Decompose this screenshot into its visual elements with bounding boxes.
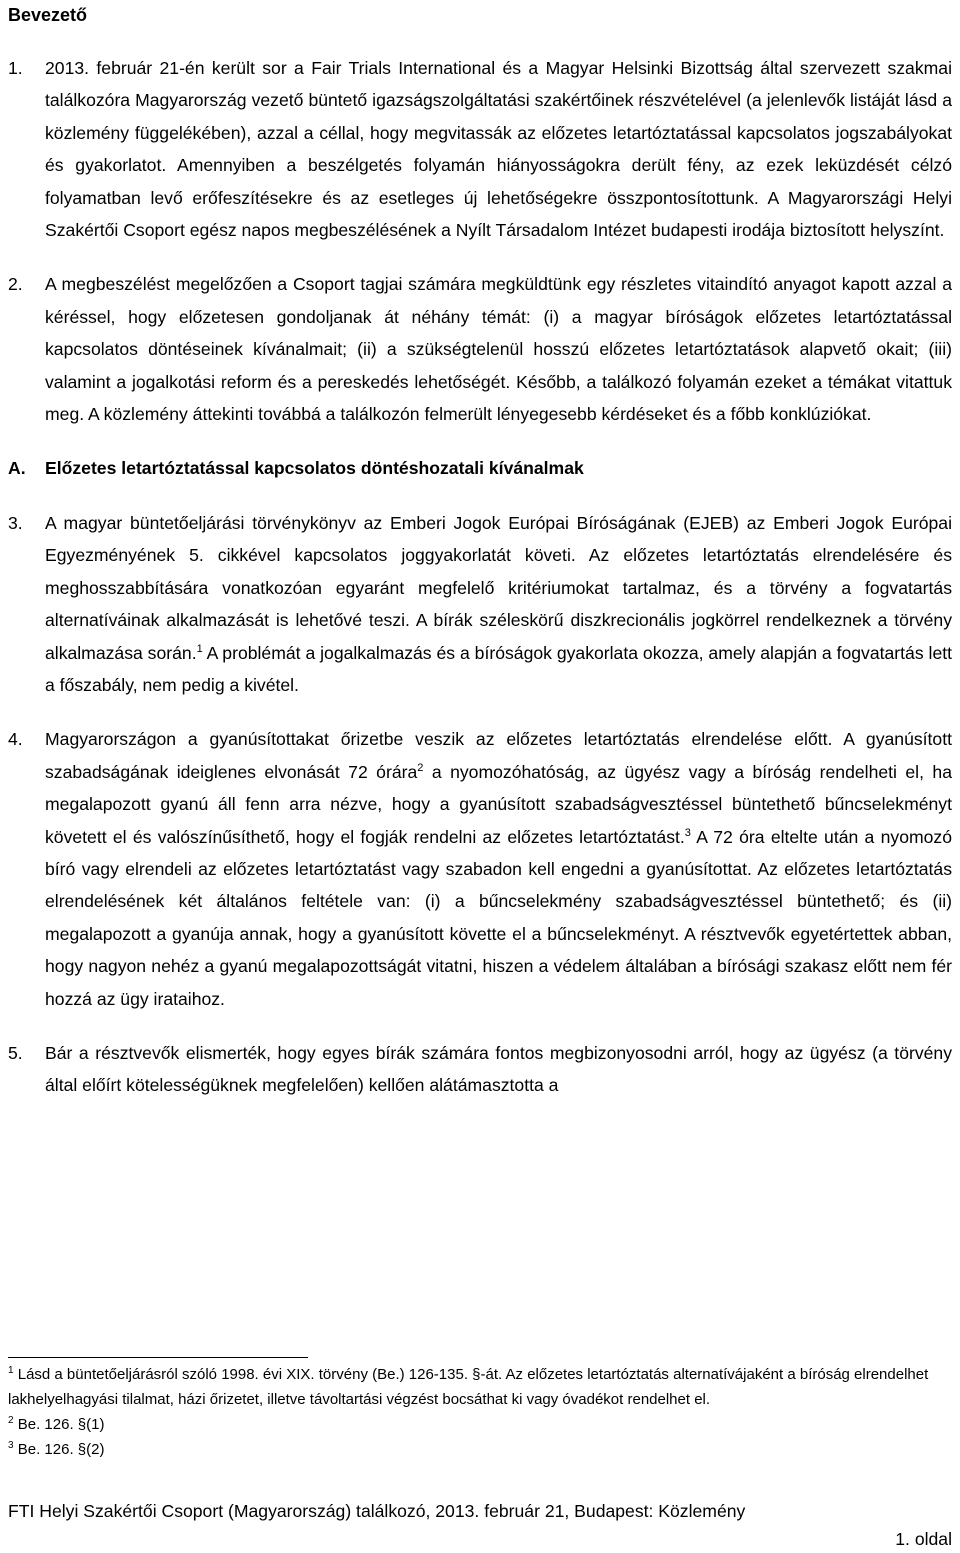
footnote-ref-1[interactable]: 1: [196, 642, 203, 655]
footnote-text: Be. 126. §(2): [13, 1441, 105, 1458]
paragraph-5: [8, 1037, 952, 1102]
paragraph-number: 2.: [8, 274, 23, 295]
section-letter: A.: [8, 458, 26, 479]
footnotes: [8, 1362, 952, 1462]
footnote-separator: [8, 1357, 308, 1358]
footnote-2: [8, 1412, 952, 1437]
footnote-mark: 1: [8, 1365, 14, 1376]
paragraph-text: A magyar büntetőeljárási törvénykönyv az Emberi Jogok Európai Bíróságának (EJEB) az Emberi Jogok Európai Egyezményének 5. cikkével kapcsolatos joggyakorlatát követi. Az előzetes letartóztatás elrendelésére és meghosszabbítására vonatkozóan egyaránt megfelelő kritériumokat tartalmaz, és a törvény a fogvatartás alternatíváinak alkalmazását is lehetővé teszi. A bírák széleskörű diszkrecionális jogkörrel rendelkeznek a törvény alkalmazása során.: [45, 512, 952, 663]
footnote-1: [8, 1362, 952, 1412]
document-page: [8, 0, 953, 1549]
paragraph-number: 1.: [8, 58, 23, 78]
footnote-mark: 3: [8, 1440, 14, 1451]
section-heading: Bevezető: [8, 5, 88, 25]
paragraph-text: Bár a résztvevők elismerték, hogy egyes bírák számára fontos megbizonyosodni arról, hogy az ügyész (a törvény által előírt kötelességüknek megfelelően) kellően alátámasztotta a: [45, 1042, 952, 1096]
page-number: 1. oldal: [895, 1529, 952, 1549]
paragraph-text: a nyomozóhatóság, az ügyész vagy a bíróság rendelheti el, ha megalapozott gyanú áll fenn arra nézve, hogy a gyanúsított szabadságvesztéssel büntethető bűncselekményt követett el és valószínűsíthető, hogy el fogják rendelni az előzetes letartóztatást.: [45, 761, 952, 847]
section-title: Előzetes letartóztatással kapcsolatos döntéshozatali kívánalmak: [45, 458, 584, 479]
footnote-ref-2[interactable]: 2: [417, 761, 424, 774]
paragraph-text: A megbeszélést megelőzően a Csoport tagjai számára megküldtünk egy részletes vitaindító anyagot kapott azzal a kéréssel, hogy előzetesen gondoljanak át néhány témát: (i) a magyar bíróságok előzetes letartóztatással kapcsolatos döntéseinek kívánalmait; (ii) a szükségtelenül hosszú előzetes letartóztatások alapvető okait; (iii) valamint a jogalkotási reform és a pereskedés lehetőségét. Később, a találkozó folyamán ezeket a témákat vitattuk meg. A közlemény áttekinti továbbá a találkozón felmerült lényegesebb kérdéseket és a főbb konklúziókat.: [45, 274, 952, 425]
paragraph-text: Magyarországon a gyanúsítottakat őrizetbe veszik az előzetes letartóztatás elrendelése előtt. A gyanúsított szabadságának ideiglenes elvonását 72 órára: [45, 729, 952, 782]
paragraph-text: A 72 óra eltelte után a nyomozó bíró vagy elrendeli az előzetes letartóztatást vagy szabadon kell engedni a gyanúsítottat. Az előzetes letartóztatás elrendelésének két általános feltétele van: (i) a bűncselekmény szabadságvesztéssel büntethető; és (ii) megalapozott a gyanúja annak, hogy a gyanúsított követte el a bűncselekményt. A résztvevők egyetértettek abban, hogy nagyon nehéz a gyanú megalapozottságát vitatni, hiszen a védelem általában a bírósági szakasz előtt nem fér hozzá az ügy irataihoz.: [45, 826, 953, 1009]
footnote-text: Be. 126. §(1): [13, 1416, 105, 1433]
footnote-3: [8, 1437, 952, 1462]
paragraph-text: A problémát a jogalkalmazás és a bíróságok gyakorlata okozza, amely alapján a fogvatartás lett a főszabály, nem pedig a kivétel.: [45, 642, 952, 695]
page-footer: [8, 1497, 952, 1553]
paragraph-number: 3.: [8, 512, 23, 533]
paragraph-3: [8, 507, 952, 701]
paragraph-number: 5.: [8, 1042, 23, 1063]
section-a-heading: [8, 452, 952, 484]
paragraph-text: 2013. február 21-én került sor a Fair Trials International és a Magyar Helsinki Bizottság által szervezett szakmai találkozóra Magyarország vezető büntető igazságszolgáltatási szakértőinek részvételével (a jelenlevők listáját lásd a közlemény függelékében), azzal a céllal, hogy megvitassák az előzetes letartóztatással kapcsolatos jogszabályokat és gyakorlatot. Amennyiben a beszélgetés folyamán hiányosságokra derült fény, az ezek leküzdését célzó folyamatban levő erőfeszítésekre és az esetleges új lehetőségekre összpontosítottunk. A Magyarországi Helyi Szakértői Csoport egész napos megbeszélésének a Nyílt Társadalom Intézet budapesti irodája biztosított helyszínt.: [45, 58, 952, 241]
paragraph-1: [8, 52, 952, 246]
paragraph-4: [8, 723, 952, 1015]
footnote-ref-3[interactable]: 3: [684, 826, 691, 839]
footnote-mark: 2: [8, 1415, 14, 1426]
footnote-text: Lásd a büntetőeljárásról szóló 1998. évi XIX. törvény (Be.) 126-135. §-át. Az előzetes letartóztatás alternatívájaként a bíróság elrendelhet lakhelyelhagyási tilalmat, házi őrizetet, illetve távoltartási végzést bocsáthat ki vagy óvadékot rendelhet el.: [8, 1366, 929, 1408]
paragraph-number: 4.: [8, 729, 23, 750]
paragraph-2: [8, 268, 952, 430]
footer-title: FTI Helyi Szakértői Csoport (Magyarország) találkozó, 2013. február 21, Budapest: Közlemény: [8, 1501, 746, 1521]
